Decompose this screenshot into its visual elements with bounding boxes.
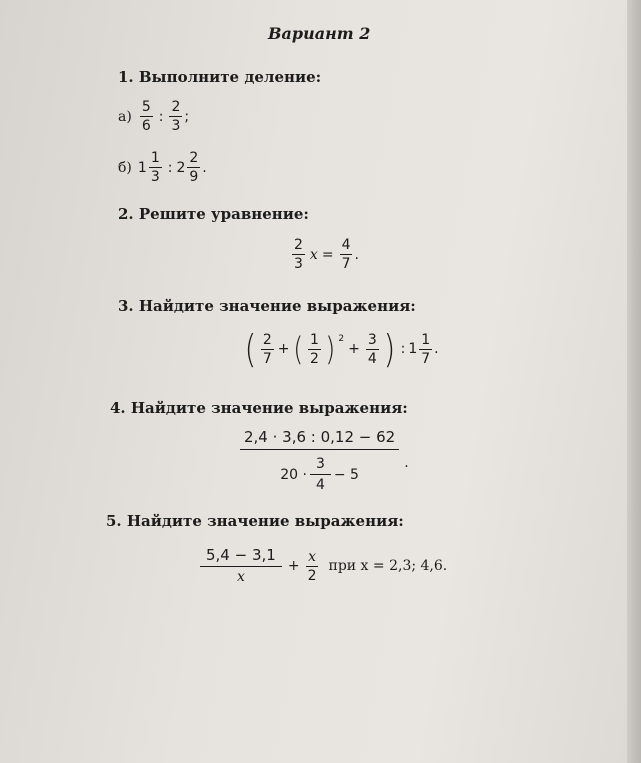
task-1a-expression: а) $\frac{5}{6}$ : $\frac{2}{3}$ ; xyxy=(118,99,190,134)
task-4-heading: 4. Найдите значение выражения: xyxy=(110,399,408,417)
mixed-number: 2 $\frac{2}{9}$ xyxy=(176,150,199,185)
task-1b-label: б) xyxy=(118,159,132,176)
task-1b-expression: б) 1 $\frac{1}{3}$ : 2 $\frac{2}{9}$ . xyxy=(118,150,207,185)
task-3-heading: 3. Найдите значение выражения: xyxy=(118,297,416,315)
task-5-heading: 5. Найдите значение выражения: xyxy=(106,512,404,530)
page-title: Вариант 2 xyxy=(268,24,371,43)
fraction: $\frac{5}{6}$ xyxy=(141,99,151,134)
task-4-expression: 2,4 · 3,6 : 0,12 − 62 20 · $\frac{3}{4}$ − 5 . xyxy=(238,428,409,498)
task-1-heading: 1. Выполните деление: xyxy=(118,68,322,86)
task-5-expression: $\frac{5,4 - 3,1}{x}$ + $\frac{x}{2}$ при x = 2,3; 4,6. xyxy=(198,545,447,587)
complex-fraction: 2,4 · 3,6 : 0,12 − 62 20 · $\frac{3}{4}$ − 5 xyxy=(240,428,399,498)
task-2-equation: $\frac{2}{3}$ x = $\frac{4}{7}$ . xyxy=(294,237,359,272)
task-2-heading: 2. Решите уравнение: xyxy=(118,205,309,223)
paper-edge-shadow xyxy=(627,0,641,763)
task-3-expression: ( $\frac{2}{7}$ + ( $\frac{1}{2}$ ) 2 + $\frac{3}{4}$ ) : 1 $\frac{1}{7}$ . xyxy=(244,327,439,371)
fraction: $\frac{2}{3}$ xyxy=(171,99,181,134)
task-1a-label: а) xyxy=(118,108,132,125)
mixed-number: 1 $\frac{1}{3}$ xyxy=(137,150,160,185)
